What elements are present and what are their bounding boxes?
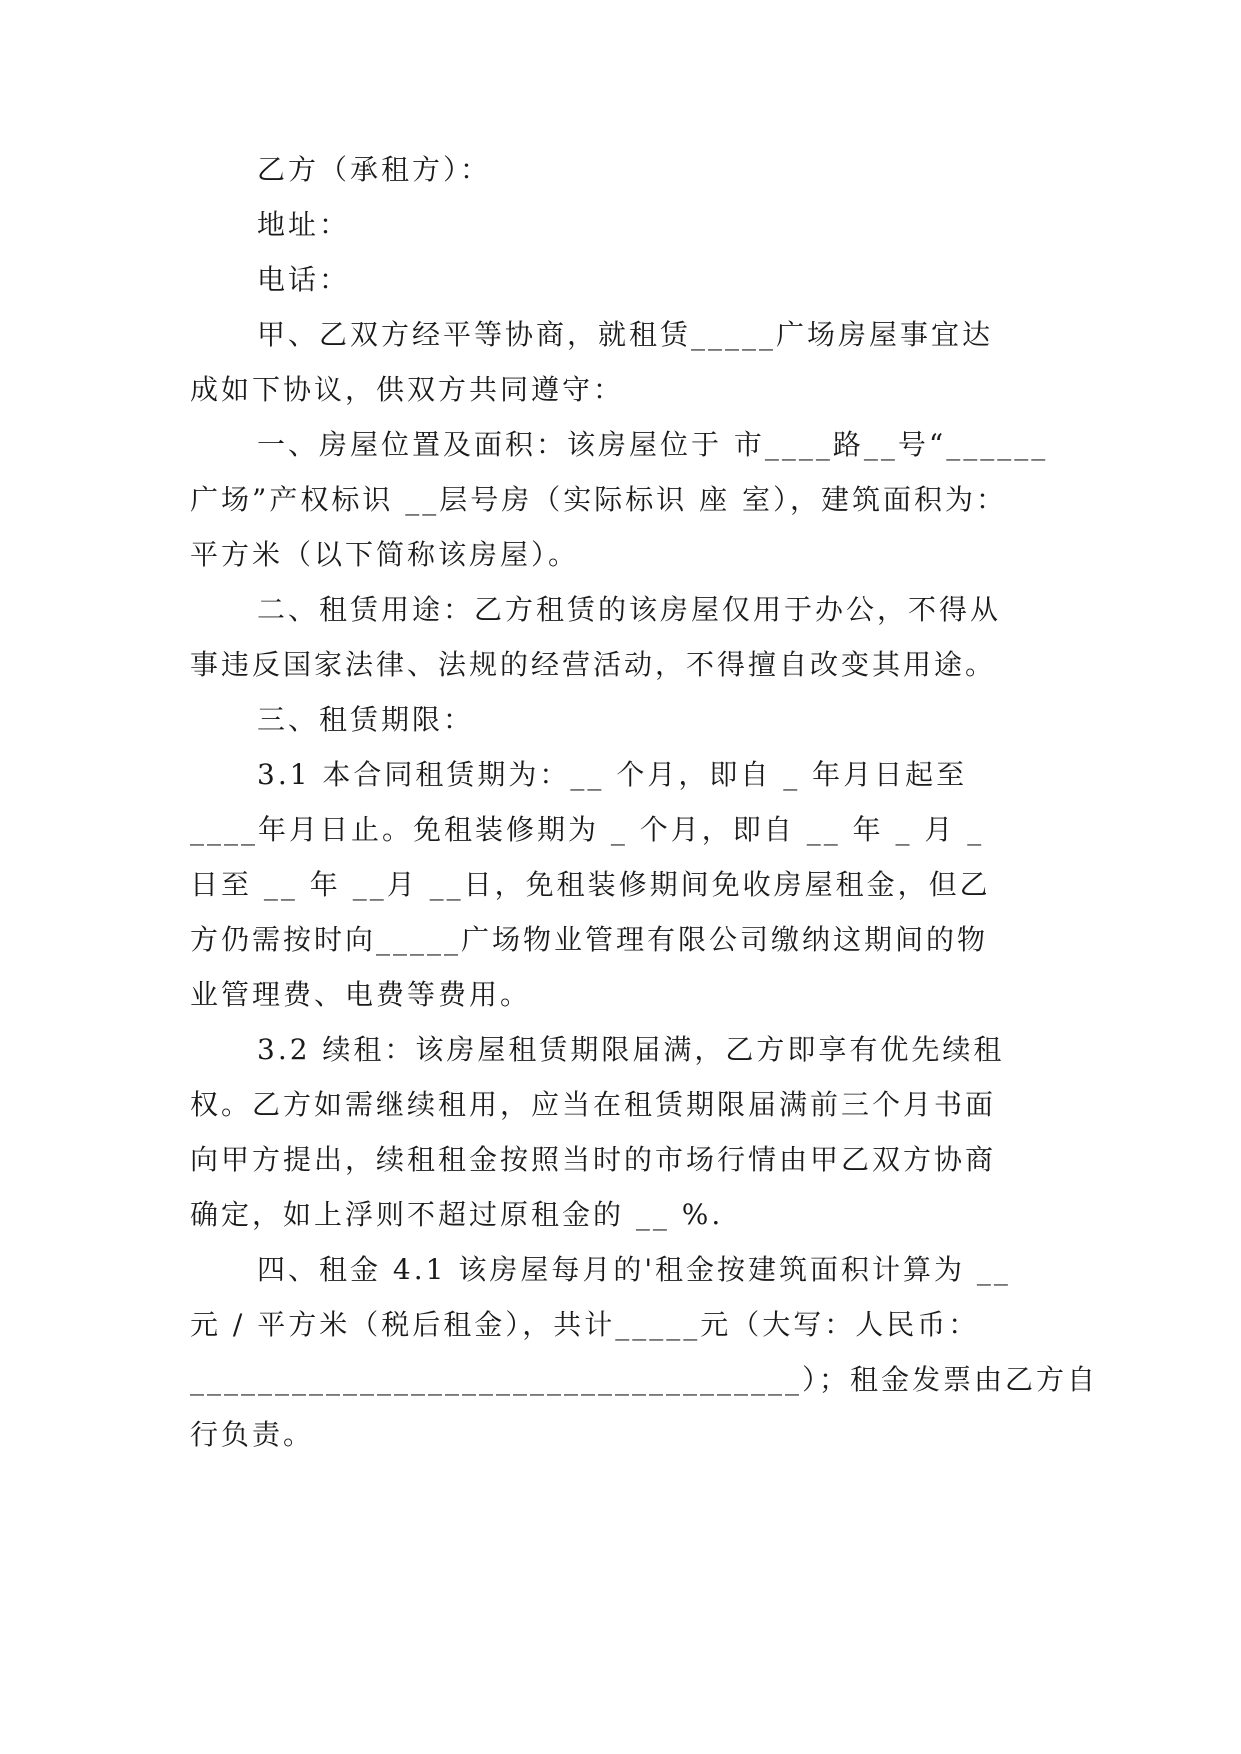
clause-3-2-line-4: 确定，如上浮则不超过原租金的 __ %. — [190, 1198, 724, 1231]
section-2-line-2: 事违反国家法律、法规的经营活动，不得擅自改变其用途。 — [190, 648, 997, 681]
section-4-line-3: ____________________________________）；租金发票由乙方自 — [190, 1363, 1099, 1396]
section-4-line-1: 四、租金 4.1 该房屋每月的'租金按建筑面积计算为 __ — [257, 1253, 1011, 1286]
clause-3-1-line-2: ____年月日止。免租装修期为 _ 个月，即自 __ 年 _ 月 _ — [190, 813, 985, 846]
address-line: 地址： — [257, 208, 351, 241]
phone-line: 电话： — [257, 263, 351, 296]
paragraph-intro-line-2: 成如下协议，供双方共同遵守： — [190, 373, 625, 406]
section-3-heading: 三、租赁期限： — [257, 703, 475, 736]
clause-3-1-line-3: 日至 __ 年 __月 __日，免租装修期间免收房屋租金，但乙 — [190, 868, 991, 901]
clause-3-2-line-1: 3.2 续租：该房屋租赁期限届满，乙方即享有优先续租 — [257, 1033, 1005, 1066]
clause-3-2-line-2: 权。乙方如需继续租用，应当在租赁期限届满前三个月书面 — [190, 1088, 997, 1121]
section-1-line-2: 广场”产权标识 __层号房（实际标识 座 室），建筑面积为： — [190, 483, 1008, 516]
party-b-line: 乙方（承租方）： — [257, 153, 492, 186]
section-4-line-2: 元 / 平方米（税后租金），共计_____元（大写：人民币： — [190, 1308, 980, 1341]
clause-3-1-line-4: 方仍需按时向_____广场物业管理有限公司缴纳这期间的物 — [190, 923, 989, 956]
paragraph-intro-line-1: 甲、乙双方经平等协商，就租赁_____广场房屋事宜达 — [257, 318, 994, 351]
clause-3-1-line-1: 3.1 本合同租赁期为：__ 个月，即自 _ 年月日起至 — [257, 758, 968, 791]
clause-3-1-line-5: 业管理费、电费等费用。 — [190, 978, 532, 1011]
section-1-line-1: 一、房屋位置及面积：该房屋位于 市____路__号“______ — [257, 428, 1049, 461]
section-4-line-4: 行负责。 — [190, 1418, 315, 1451]
section-1-line-3: 平方米（以下简称该房屋）。 — [190, 538, 580, 571]
clause-3-2-line-3: 向甲方提出，续租租金按照当时的市场行情由甲乙双方协商 — [190, 1143, 997, 1176]
section-2-line-1: 二、租赁用途：乙方租赁的该房屋仅用于办公，不得从 — [257, 593, 1002, 626]
